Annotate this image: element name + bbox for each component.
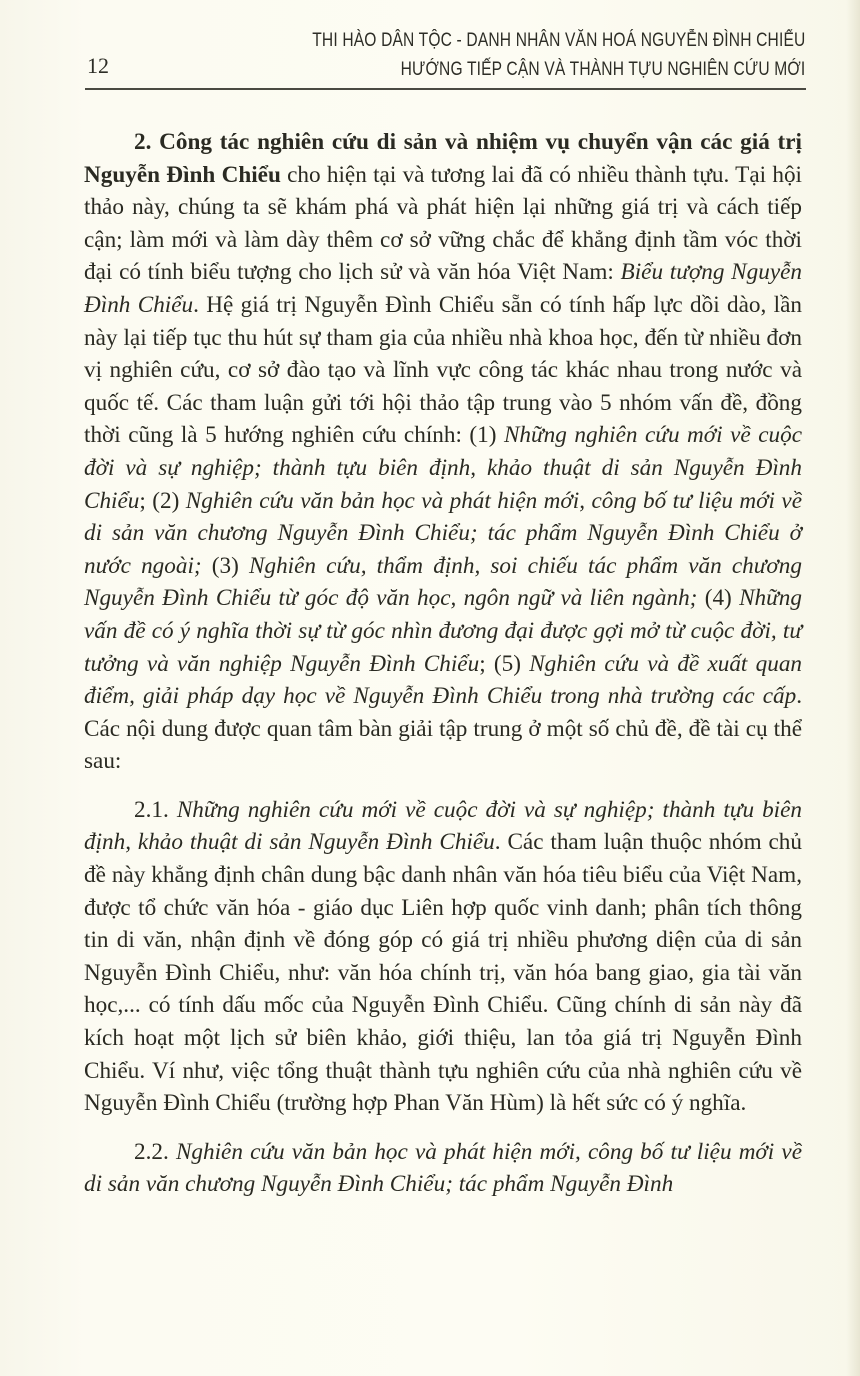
text-run-normal: (4) xyxy=(697,585,740,612)
text-run-italic: Nghiên cứu văn bản học và phát hiện mới, công bố tư liệu mới về di sản văn chương Nguyễn Đình Chiểu; tác phẩm Nguyễn Đình xyxy=(84,1138,802,1198)
text-run-normal: 2.1. xyxy=(134,796,177,823)
text-run-normal: . Hệ giá trị Nguyễn Đình Chiểu sẵn có tính hấp lực dồi dào, lần này lại tiếp tục thu hút sự tham gia của nhiều nhà khoa học, đến từ nhiều đơn vị nghiên cứu, cơ sở đào tạo và lĩnh vực công tác khác nhau trong nước và quốc tế. Các tham luận gửi tới hội thảo tập trung vào 5 nhóm vấn đề, đồng thời cũng là 5 hướng nghiên cứu chính: (1) xyxy=(84,291,802,449)
text-run-normal: 2.2. xyxy=(134,1138,176,1165)
text-run-italic: Những vấn đề có ý nghĩa thời sự từ góc nhìn đương đại được gợi mở từ cuộc đời, tư tưởng và văn nghiệp Nguyễn Đình Chiểu xyxy=(84,585,802,677)
text-run-normal: cho hiện tại và tương lai đã có nhiều thành tựu. Tại hội thảo này, chúng ta sẽ khám phá và phát hiện lại những giá trị và cách tiếp cận; làm mới và làm dày thêm cơ sở vững chắc để khẳng định tầm vóc thời đại có tính biểu tượng cho lịch sử và văn hóa Việt Nam: xyxy=(84,161,802,286)
text-run-normal: . Các tham luận thuộc nhóm chủ đề này khẳng định chân dung bậc danh nhân văn hóa tiêu biểu của Việt Nam, được tổ chức văn hóa - giáo dục Liên hợp quốc vinh danh; phân tích thông tin di văn, nhận định về đóng góp có giá trị nhiều phương diện của di sản Nguyễn Đình Chiểu, như: văn hóa chính trị, văn hóa bang giao, gia tài văn học,... có tính dấu mốc của Nguyễn Đình Chiểu. Cũng chính di sản này đã kích hoạt một lịch sử biên khảo, giới thiệu, lan tỏa giá trị Nguyễn Đình Chiểu. Ví như, việc tổng thuật thành tựu nghiên cứu của nhà nghiên cứu về Nguyễn Đình Chiểu (trường hợp Phan Văn Hùm) là hết sức có ý nghĩa. xyxy=(84,829,802,1117)
paragraph-section-2 xyxy=(84,126,802,778)
paragraph-section-2-1 xyxy=(84,794,802,1120)
text-run-italic: Nghiên cứu văn bản học và phát hiện mới, công bố tư liệu mới về di sản văn chương Nguyễn Đình Chiểu; tác phẩm Nguyễn Đình Chiểu ở nước ngoài; xyxy=(84,487,802,579)
page-edge-shadow xyxy=(846,0,860,1376)
page-number: 12 xyxy=(87,53,109,78)
running-title xyxy=(312,26,805,84)
text-run-normal: . Các nội dung được quan tâm bàn giải tập trung ở một số chủ đề, đề tài cụ thể sau: xyxy=(84,683,802,775)
running-title-line-2: HƯỚNG TIẾP CẬN VÀ THÀNH TỰU NGHIÊN CỨU MỚI xyxy=(400,59,805,80)
paragraph-section-2-2 xyxy=(84,1136,802,1201)
text-run-normal: ; (5) xyxy=(479,650,530,677)
text-run-italic: Biểu tượng Nguyễn Đình Chiểu xyxy=(84,259,802,318)
text-run-normal: (3) xyxy=(201,552,250,579)
header-divider xyxy=(85,88,806,90)
text-run-bold: 2. Công tác nghiên cứu di sản và nhiệm vụ chuyển vận các giá trị Nguyễn Đình Chiểu xyxy=(84,129,802,188)
text-run-italic: Nghiên cứu và đề xuất quan điểm, giải pháp dạy học về Nguyễn Đình Chiểu trong nhà trường các cấp xyxy=(84,650,803,710)
running-title-line-1: THI HÀO DÂN TỘC - DANH NHÂN VĂN HOÁ NGUYỄN ĐÌNH CHIỂU xyxy=(311,30,805,51)
body-text xyxy=(84,126,802,1201)
text-run-italic: Những nghiên cứu mới về cuộc đời và sự nghiệp; thành tựu biên định, khảo thuật di sản Nguyễn Đình Chiểu xyxy=(84,422,803,514)
text-run-italic: Những nghiên cứu mới về cuộc đời và sự nghiệp; thành tựu biên định, khảo thuật di sản Nguyễn Đình Chiểu xyxy=(84,796,803,856)
text-run-italic: Nghiên cứu, thẩm định, soi chiếu tác phẩm văn chương Nguyễn Đình Chiểu từ góc độ văn học, ngôn ngữ và liên ngành; xyxy=(84,552,802,612)
text-run-normal: ; (2) xyxy=(139,487,186,514)
